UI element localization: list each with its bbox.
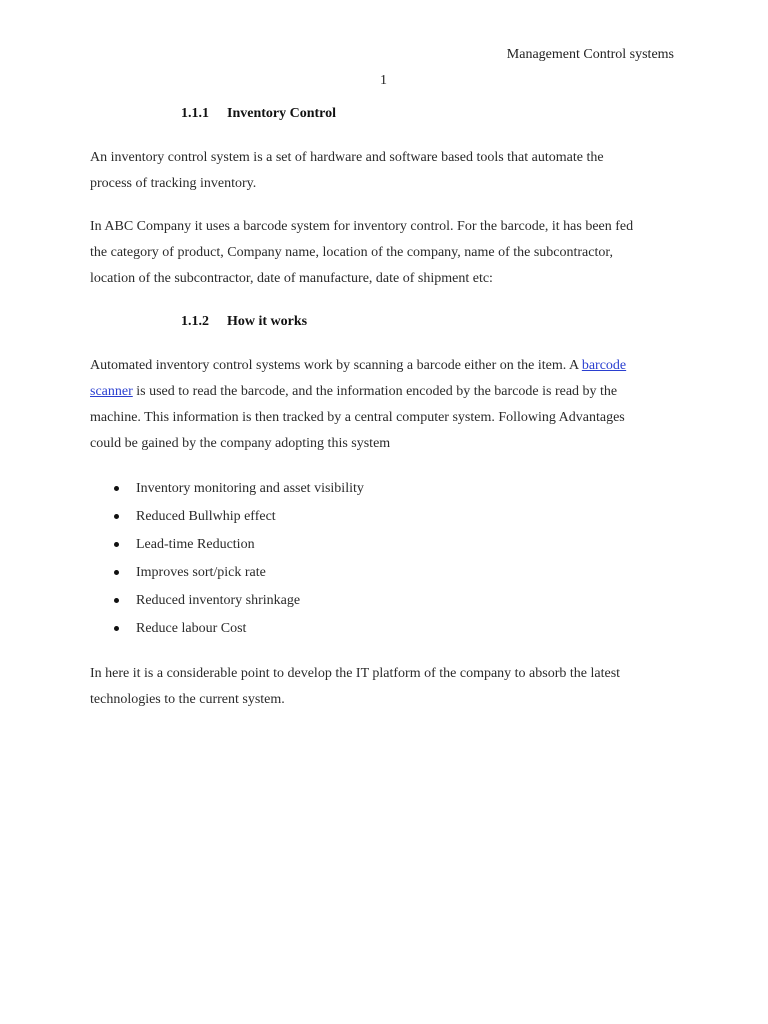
paragraph-line: technologies to the current system.: [90, 692, 285, 707]
paragraph-automated-systems: [90, 353, 690, 457]
list-item-text: Reduced inventory shrinkage: [136, 593, 301, 608]
section-heading-how-it-works: [181, 312, 307, 332]
bullet-icon: [114, 626, 119, 631]
paragraph-text: Automated inventory control systems work by scanning a barcode either on the item. A: [90, 358, 582, 373]
paragraph-text: is used to read the barcode, and the information encoded by the barcode is read by the: [132, 384, 618, 399]
paragraph-line: location of the subcontractor, date of manufacture, date of shipment etc:: [90, 271, 493, 286]
list-item-text: Reduced Bullwhip effect: [136, 509, 276, 524]
paragraph-line: In ABC Company it uses a barcode system for inventory control. For the barcode, it has been fed: [90, 219, 634, 234]
paragraph-line: In here it is a considerable point to develop the IT platform of the company to absorb the latest: [90, 666, 621, 681]
paragraph-closing: [90, 661, 690, 713]
bullet-icon: [114, 598, 119, 603]
paragraph-line: [90, 353, 690, 379]
list-item-text: Reduce labour Cost: [136, 621, 247, 636]
list-item-text: Inventory monitoring and asset visibility: [136, 481, 364, 496]
bullet-icon: [114, 570, 119, 575]
list-item-text: Improves sort/pick rate: [136, 565, 266, 580]
bullet-icon: [114, 542, 119, 547]
bullet-icon: [114, 486, 119, 491]
paragraph-line: machine. This information is then tracked by a central computer system. Following Advantages: [90, 410, 625, 425]
paragraph-line: [90, 379, 690, 405]
page-number: 1: [380, 73, 387, 88]
paragraph-line: An inventory control system is a set of hardware and software based tools that automate the: [90, 150, 604, 165]
paragraph-abc-company: [90, 214, 690, 292]
barcode-scanner-link-continued[interactable]: scanner: [90, 384, 133, 399]
section-heading-inventory-control: [181, 104, 336, 124]
running-header: Management Control systems: [506, 47, 674, 62]
section-title: How it works: [227, 314, 308, 329]
list-item-text: Lead-time Reduction: [136, 537, 255, 552]
bullet-icon: [114, 514, 119, 519]
section-number: 1.1.2: [181, 314, 209, 329]
paragraph-definition: [90, 145, 690, 197]
section-number: 1.1.1: [181, 106, 209, 121]
paragraph-line: could be gained by the company adopting this system: [90, 436, 391, 451]
section-title: Inventory Control: [227, 106, 337, 121]
barcode-scanner-link[interactable]: barcode: [581, 358, 627, 373]
paragraph-line: process of tracking inventory.: [90, 176, 257, 191]
paragraph-line: the category of product, Company name, location of the company, name of the subcontractor,: [90, 245, 613, 260]
